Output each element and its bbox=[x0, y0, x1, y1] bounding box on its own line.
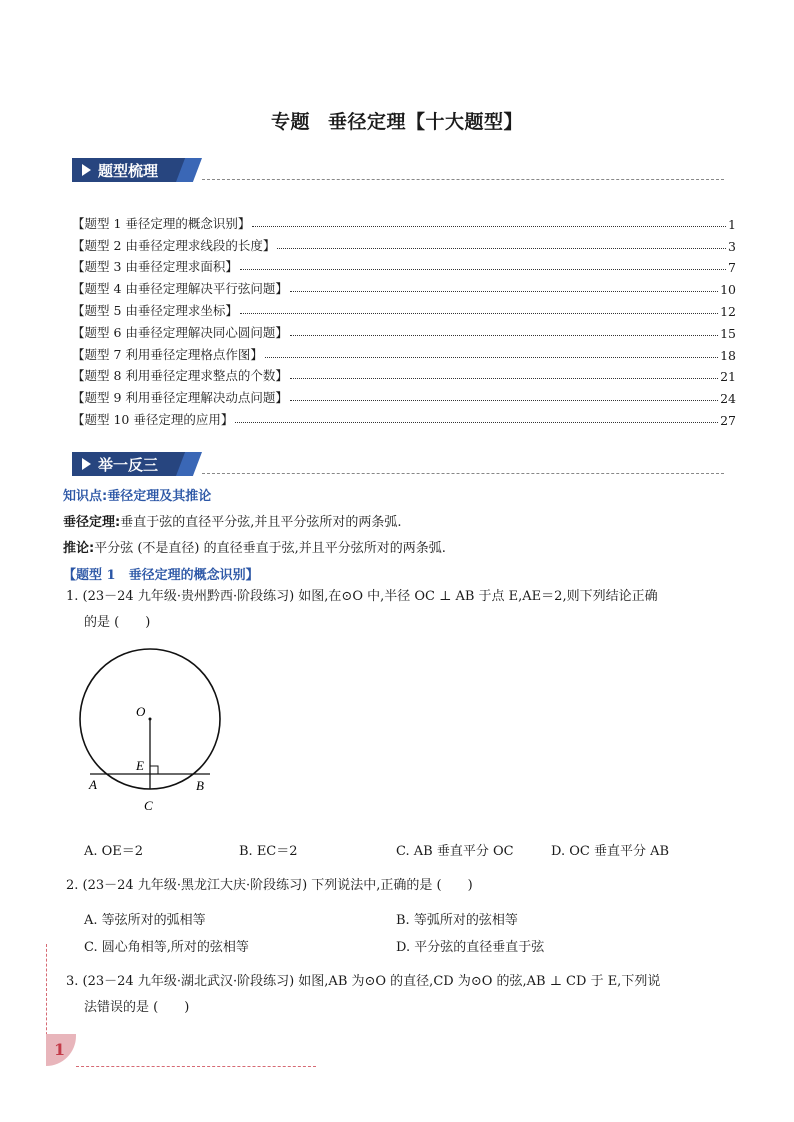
label-a: A bbox=[89, 777, 97, 792]
option-d[interactable]: D. OC 垂直平分 AB bbox=[551, 844, 670, 859]
question-type-heading: 【题型 1 垂径定理的概念识别】 bbox=[63, 568, 259, 583]
side-dashed-line bbox=[46, 944, 47, 1040]
label-o: O bbox=[136, 704, 146, 719]
play-arrow-icon bbox=[82, 458, 91, 470]
question-3-text-cont: 法错误的是 ( ) bbox=[84, 1000, 190, 1015]
right-angle-mark bbox=[150, 766, 158, 774]
theorem-term: 垂径定理: bbox=[63, 515, 121, 530]
section-header-overview bbox=[72, 158, 724, 182]
option-a[interactable]: A. 等弦所对的弧相等 bbox=[84, 913, 206, 928]
corollary-text: 平分弦 (不是直径) 的直径垂直于弦,并且平分弦所对的两条弧. bbox=[94, 541, 446, 556]
toc-item[interactable]: 【题型 4 由垂径定理解决平行弦问题】 10 bbox=[72, 281, 736, 298]
toc-item[interactable]: 【题型 2 由垂径定理求线段的长度】 3 bbox=[72, 237, 736, 254]
toc-item[interactable]: 【题型 1 垂径定理的概念识别】 1 bbox=[72, 215, 736, 232]
option-d[interactable]: D. 平分弦的直径垂直于弦 bbox=[396, 940, 545, 955]
question-3 bbox=[66, 969, 736, 1021]
question-1-options bbox=[84, 840, 724, 859]
theorem-statement bbox=[63, 511, 401, 530]
option-a[interactable]: A. OE＝2 bbox=[84, 844, 144, 859]
page-number-badge bbox=[46, 1034, 76, 1066]
table-of-contents bbox=[72, 210, 736, 428]
section-label: 举一反三 bbox=[98, 456, 159, 474]
corollary-term: 推论: bbox=[63, 541, 95, 556]
title-part2: 垂径定理【十大题型】 bbox=[328, 111, 524, 133]
toc-item[interactable]: 【题型 6 由垂径定理解决同心圆问题】 15 bbox=[72, 324, 736, 341]
option-c[interactable]: C. 圆心角相等,所对的弦相等 bbox=[84, 940, 249, 955]
label-b: B bbox=[196, 778, 204, 793]
question-3-text: 3. (23－24 九年级·湖北武汉·阶段练习) 如图,AB 为⊙O 的直径,CD 为⊙O 的弦,AB ⊥ CD 于 E,下列说 bbox=[66, 974, 661, 989]
divider bbox=[202, 473, 724, 474]
label-e: E bbox=[136, 758, 144, 773]
divider bbox=[202, 179, 724, 180]
document-title bbox=[0, 107, 794, 134]
toc-item[interactable]: 【题型 8 利用垂径定理求整点的个数】 21 bbox=[72, 368, 736, 385]
theorem-text: 垂直于弦的直径平分弦,并且平分弦所对的两条弧. bbox=[120, 515, 402, 530]
toc-item[interactable]: 【题型 5 由垂径定理求坐标】 12 bbox=[72, 302, 736, 319]
play-arrow-icon bbox=[82, 164, 91, 176]
knowledge-point-heading: 知识点:垂径定理及其推论 bbox=[63, 489, 212, 504]
toc-item[interactable]: 【题型 10 垂径定理的应用】 27 bbox=[72, 411, 736, 428]
circle-figure bbox=[76, 636, 236, 818]
option-b[interactable]: B. 等弧所对的弦相等 bbox=[396, 913, 518, 928]
bottom-dashed-line bbox=[76, 1066, 316, 1067]
toc-item[interactable]: 【题型 7 利用垂径定理格点作图】 18 bbox=[72, 346, 736, 363]
question-1-text-cont: 的是 ( ) bbox=[84, 615, 151, 630]
title-part1: 专题 bbox=[270, 111, 310, 133]
option-c[interactable]: C. AB 垂直平分 OC bbox=[396, 844, 514, 859]
corollary-statement bbox=[63, 537, 446, 556]
option-b[interactable]: B. EC＝2 bbox=[239, 844, 298, 859]
question-1-text: 1. (23－24 九年级·贵州黔西·阶段练习) 如图,在⊙O 中,半径 OC ⊥ AB 于点 E,AE＝2,则下列结论正确 bbox=[66, 589, 658, 604]
toc-item[interactable]: 【题型 3 由垂径定理求面积】 7 bbox=[72, 259, 736, 276]
toc-item[interactable]: 【题型 9 利用垂径定理解决动点问题】 24 bbox=[72, 390, 736, 407]
question-1 bbox=[66, 584, 736, 636]
page-number: 1 bbox=[54, 1040, 66, 1059]
label-c: C bbox=[144, 798, 153, 813]
question-2-text: 2. (23－24 九年级·黑龙江大庆·阶段练习) 下列说法中,正确的是 ( ) bbox=[66, 878, 473, 893]
question-2 bbox=[66, 873, 736, 899]
section-header-examples bbox=[72, 452, 724, 476]
section-label: 题型梳理 bbox=[98, 162, 159, 180]
